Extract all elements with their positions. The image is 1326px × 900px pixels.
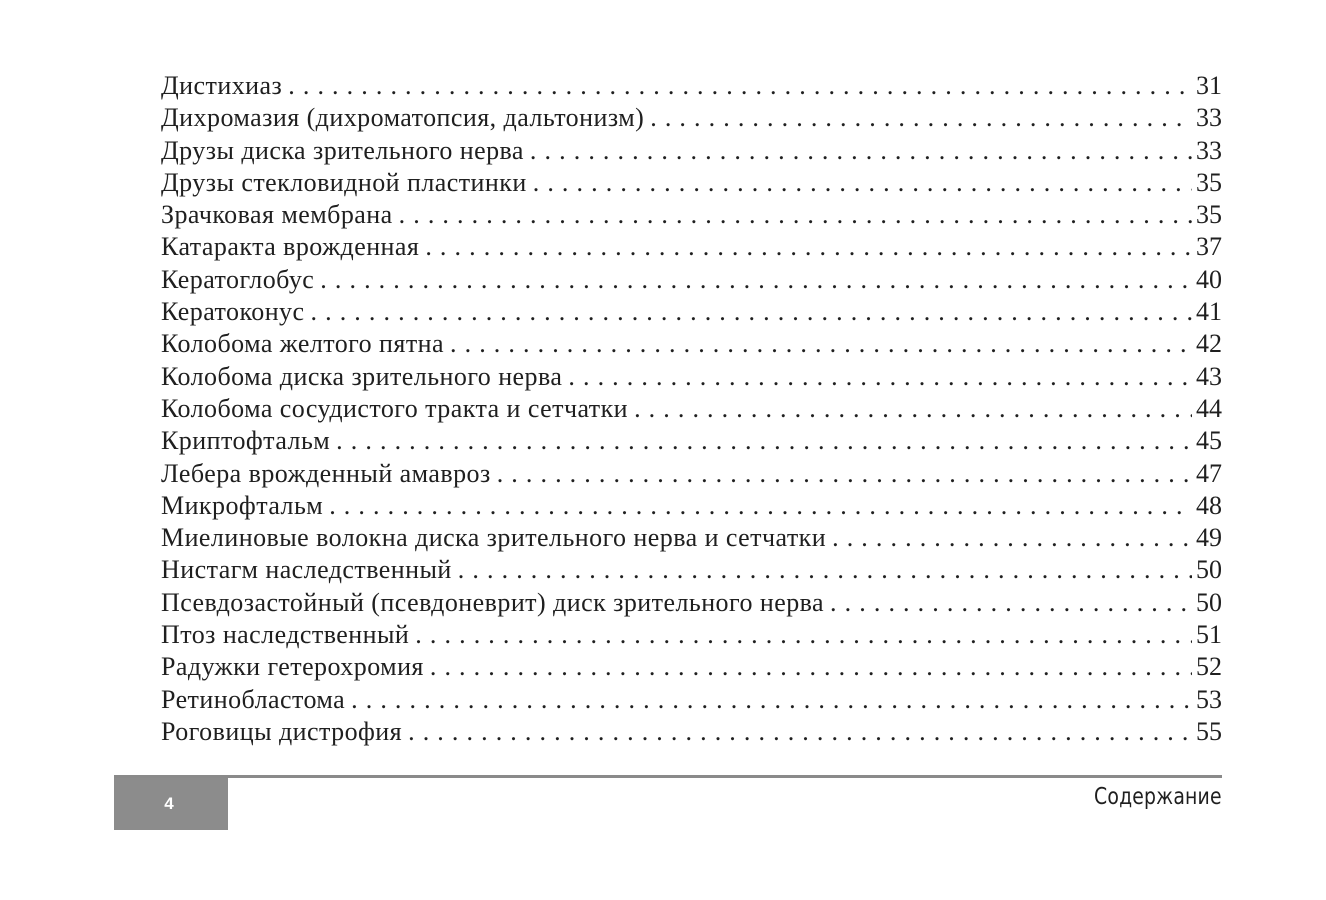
toc-entry-title: Кератоглобус: [161, 264, 315, 294]
dot-leader: [311, 296, 1193, 328]
toc-entry: [161, 425, 1222, 457]
toc-entry: [161, 458, 1222, 490]
dot-leader: [450, 328, 1192, 360]
toc-entry-title: Радужки гетерохромия: [161, 652, 424, 682]
dot-leader: [832, 522, 1192, 554]
running-head: Содержание: [1094, 784, 1222, 810]
toc-entry: [161, 296, 1222, 328]
page-number: 4: [164, 794, 174, 813]
toc-entry-page: 31: [1196, 71, 1222, 100]
toc-entry-page: 35: [1196, 200, 1222, 230]
toc-entry: [161, 684, 1222, 716]
toc-entry: [161, 651, 1222, 683]
toc-entry-title: Друзы стекловидной пластинки: [161, 167, 527, 197]
toc-entry: [161, 102, 1222, 134]
dot-leader: [288, 70, 1192, 102]
toc-entry-title: Миелиновые волокна диска зрительного нерва и сетчатки: [161, 523, 827, 553]
toc-entry-page: 50: [1196, 587, 1222, 617]
dot-leader: [351, 684, 1192, 716]
toc-entry: [161, 328, 1222, 360]
toc-entry-title: Лебера врожденный амавроз: [161, 458, 491, 488]
dot-leader: [530, 135, 1192, 167]
toc-entry-title: Кератоконус: [161, 297, 305, 327]
toc-entry: [161, 167, 1222, 199]
toc-entry-title: Зрачковая мембрана: [161, 200, 393, 230]
toc-entry-page: 47: [1196, 458, 1222, 488]
toc-entry-title: Колобома желтого пятна: [161, 329, 444, 359]
dot-leader: [425, 231, 1192, 263]
toc-entry-title: Катаракта врожденная: [161, 232, 420, 262]
toc-entry-title: Роговицы дистрофия: [161, 716, 403, 746]
toc-entry: [161, 135, 1222, 167]
toc-entry-title: Микрофтальм: [161, 490, 324, 520]
toc-entry: [161, 490, 1222, 522]
table-of-contents: [161, 70, 1222, 748]
toc-entry-page: 43: [1196, 361, 1222, 391]
toc-entry-title: Колобома диска зрительного нерва: [161, 361, 563, 391]
dot-leader: [336, 425, 1192, 457]
dot-leader: [329, 490, 1192, 522]
toc-entry-title: Дихромазия (дихроматопсия, дальтонизм): [161, 103, 645, 133]
toc-entry-title: Ретинобластома: [161, 684, 346, 714]
toc-entry-title: Дистихиаз: [161, 71, 283, 100]
dot-leader: [320, 264, 1192, 296]
toc-entry-page: 49: [1196, 523, 1222, 553]
toc-entry-page: 48: [1196, 490, 1222, 520]
dot-leader: [408, 716, 1192, 748]
toc-entry: [161, 554, 1222, 586]
dot-leader: [458, 554, 1192, 586]
toc-entry-page: 52: [1196, 652, 1222, 682]
toc-entry-page: 33: [1196, 135, 1222, 165]
dot-leader: [430, 651, 1192, 683]
footer-rule: [114, 775, 1222, 778]
page-number-box: [114, 778, 228, 830]
dot-leader: [533, 167, 1192, 199]
toc-entry: [161, 619, 1222, 651]
dot-leader: [568, 361, 1192, 393]
toc-entry-page: 42: [1196, 329, 1222, 359]
toc-entry: [161, 264, 1222, 296]
toc-entry-page: 44: [1196, 393, 1222, 423]
dot-leader: [830, 587, 1192, 619]
dot-leader: [399, 199, 1192, 231]
toc-entry: [161, 587, 1222, 619]
dot-leader: [415, 619, 1192, 651]
toc-entry: [161, 716, 1222, 748]
toc-entry-page: 41: [1196, 297, 1222, 327]
toc-entry-page: 45: [1196, 426, 1222, 456]
toc-entry-title: Псевдозастойный (псевдоневрит) диск зрительного нерва: [161, 587, 825, 617]
toc-entry-page: 37: [1196, 232, 1222, 262]
toc-entry: [161, 231, 1222, 263]
toc-entry: [161, 199, 1222, 231]
toc-entry-title: Колобома сосудистого тракта и сетчатки: [161, 393, 629, 423]
toc-entry-title: Нистагм наследственный: [161, 555, 452, 585]
toc-entry: [161, 70, 1222, 102]
toc-entry-page: 55: [1196, 716, 1222, 746]
dot-leader: [634, 393, 1192, 425]
toc-entry-page: 40: [1196, 264, 1222, 294]
toc-entry-page: 50: [1196, 555, 1222, 585]
toc-entry-title: Друзы диска зрительного нерва: [161, 135, 524, 165]
dot-leader: [497, 458, 1192, 490]
dot-leader: [650, 102, 1192, 134]
toc-entry: [161, 393, 1222, 425]
toc-entry: [161, 522, 1222, 554]
toc-entry: [161, 361, 1222, 393]
toc-entry-page: 33: [1196, 103, 1222, 133]
toc-entry-title: Криптофтальм: [161, 426, 331, 456]
toc-entry-page: 51: [1196, 620, 1222, 650]
toc-entry-page: 53: [1196, 684, 1222, 714]
toc-entry-page: 35: [1196, 167, 1222, 197]
toc-entry-title: Птоз наследственный: [161, 620, 410, 650]
